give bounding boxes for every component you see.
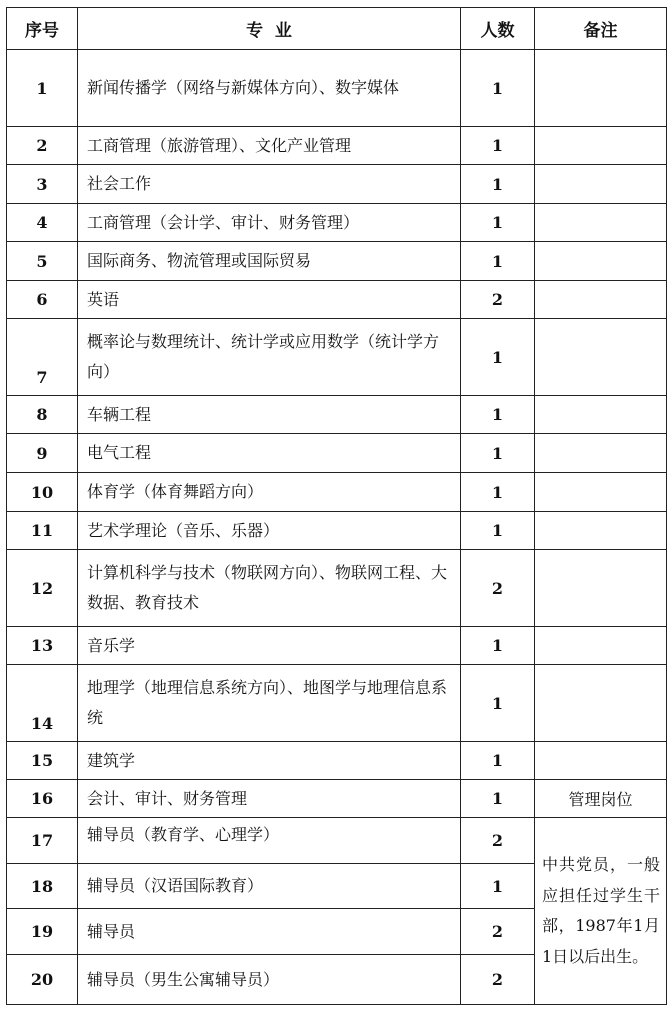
row-count: 2 [461,909,535,955]
row-note [535,434,667,473]
row-note [535,665,667,742]
row-num: 14 [7,665,78,742]
row-note [535,627,667,665]
row-major: 建筑学 [78,742,461,780]
row-count: 1 [461,864,535,909]
row-major: 地理学（地理信息系统方向）、地图学与地理信息系统 [78,665,461,742]
row-major: 辅导员 [78,909,461,955]
header-num: 序号 [7,8,78,50]
row-num: 10 [7,473,78,512]
row-num: 3 [7,165,78,204]
row-note [535,281,667,319]
row-count: 1 [461,473,535,512]
note-counselor-text: 中共党员，一般应担任过学生干部，1987年1月1日以后出生。 [542,855,660,966]
row-count: 2 [461,550,535,627]
row-note [535,319,667,396]
table-row [7,281,667,319]
row-num: 6 [7,281,78,319]
row-count: 1 [461,742,535,780]
table-row [7,473,667,512]
row-major: 工商管理（会计学、审计、财务管理） [78,204,461,242]
row-major: 体育学（体育舞蹈方向） [78,473,461,512]
table-row [7,665,667,742]
row-num: 1 [7,50,78,127]
row-note [535,396,667,434]
table-row [7,204,667,242]
row-major: 概率论与数理统计、统计学或应用数学（统计学方向） [78,319,461,396]
row-count: 1 [461,627,535,665]
row-major: 英语 [78,281,461,319]
header-note: 备注 [535,8,667,50]
row-count: 1 [461,780,535,818]
table-row [7,396,667,434]
row-num: 16 [7,780,78,818]
row-note [535,742,667,780]
row-major: 会计、审计、财务管理 [78,780,461,818]
row-major: 辅导员（男生公寓辅导员） [78,955,461,1005]
positions-table [6,7,667,1005]
row-note [535,512,667,550]
row-count: 2 [461,281,535,319]
row-major: 计算机科学与技术（物联网方向）、物联网工程、大数据、教育技术 [78,550,461,627]
row-num: 8 [7,396,78,434]
row-major: 国际商务、物流管理或国际贸易 [78,242,461,281]
row-note [535,550,667,627]
row-major: 车辆工程 [78,396,461,434]
table-row [7,818,667,864]
header-row [7,8,667,50]
table-row [7,627,667,665]
row-num: 20 [7,955,78,1005]
row-count: 1 [461,665,535,742]
row-major: 工商管理（旅游管理）、文化产业管理 [78,127,461,165]
row-count: 1 [461,396,535,434]
note-counselor-requirements [535,818,667,1005]
row-major: 新闻传播学（网络与新媒体方向）、数字媒体 [78,50,461,127]
row-count: 1 [461,512,535,550]
table-row [7,434,667,473]
row-major: 社会工作 [78,165,461,204]
row-count: 1 [461,242,535,281]
table-row [7,165,667,204]
row-major: 电气工程 [78,434,461,473]
row-num: 9 [7,434,78,473]
row-num: 7 [7,319,78,396]
row-num: 13 [7,627,78,665]
row-num: 19 [7,909,78,955]
note-management-post: 管理岗位 [535,780,667,818]
row-note [535,50,667,127]
row-count: 1 [461,165,535,204]
row-num: 5 [7,242,78,281]
row-num: 18 [7,864,78,909]
row-num: 11 [7,512,78,550]
table-row [7,512,667,550]
row-major: 辅导员（教育学、心理学） [78,818,461,864]
row-count: 2 [461,955,535,1005]
table-row [7,242,667,281]
row-num: 17 [7,818,78,864]
header-count: 人数 [461,8,535,50]
table-row [7,319,667,396]
row-count: 1 [461,204,535,242]
row-count: 1 [461,319,535,396]
table-row [7,550,667,627]
row-note [535,242,667,281]
table-row [7,50,667,127]
row-count: 1 [461,50,535,127]
row-major: 音乐学 [78,627,461,665]
row-count: 2 [461,818,535,864]
row-num: 12 [7,550,78,627]
row-num: 2 [7,127,78,165]
row-note [535,204,667,242]
row-count: 1 [461,127,535,165]
row-count: 1 [461,434,535,473]
header-major: 专 业 [78,8,461,50]
row-num: 15 [7,742,78,780]
row-major: 艺术学理论（音乐、乐器） [78,512,461,550]
table-row [7,780,667,818]
table-row [7,127,667,165]
row-note [535,127,667,165]
row-major: 辅导员（汉语国际教育） [78,864,461,909]
table-row [7,742,667,780]
row-num: 4 [7,204,78,242]
row-note [535,473,667,512]
row-note [535,165,667,204]
